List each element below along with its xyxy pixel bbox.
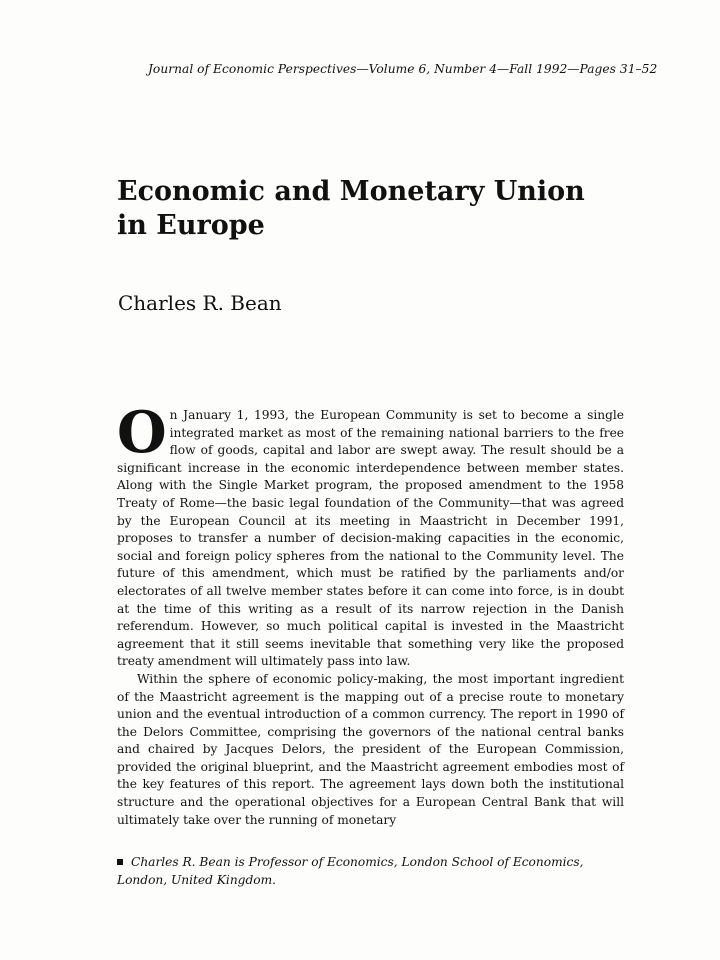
body-paragraph-1 xyxy=(117,399,624,671)
running-head: Journal of Economic Perspectives—Volume 6, Number 4—Fall 1992—Pages 31–52 xyxy=(148,62,658,76)
article-title xyxy=(117,175,617,243)
footnote-text: Charles R. Bean is Professor of Economics, London School of Economics, London, United Kingdom. xyxy=(117,855,584,887)
paragraph-1-text: n January 1, 1993, the European Community is set to become a single integrated market as most of the remaining national barriers to the free flow of goods, capital and labor are swept away. The result should be a significant increase in the economic interdependence between member states. Along with the Single Market program, the proposed amendment to the 1958 Treaty of Rome—the basic legal foundation of the Community—that was agreed by the European Council at its meeting in Maastricht in December 1991, proposes to transfer a number of decision-making capacities in the economic, social and foreign policy spheres from the national to the Community level. The future of this amendment, which must be ratified by the parliaments and/or electorates of all twelve member states before it can come into force, is in doubt at the time of this writing as a result of its narrow rejection in the Danish referendum. However, so much political capital is invested in the Maastricht agreement that it still seems inevitable that something very like the proposed treaty amendment will ultimately pass into law. xyxy=(117,408,624,669)
body-paragraph-2: Within the sphere of economic policy-making, the most important ingredient of the Maastricht agreement is the mapping out of a precise route to monetary union and the eventual introduction of a common currency. The report in 1990 of the Delors Committee, comprising the governors of the national central banks and chaired by Jacques Delors, the president of the European Commission, provided the original blueprint, and the Maastricht agreement embodies most of the key features of this report. The agreement lays down both the institutional structure and the operational objectives for a European Central Bank that will ultimately take over the running of monetary xyxy=(117,671,624,827)
title-line-1: Economic and Monetary Union xyxy=(117,176,585,207)
author-footnote xyxy=(117,854,624,889)
article-author: Charles R. Bean xyxy=(118,291,282,315)
title-line-2: in Europe xyxy=(117,210,265,241)
footnote-bullet-icon xyxy=(117,859,123,865)
drop-cap: O xyxy=(117,399,167,466)
article-body xyxy=(117,399,624,829)
